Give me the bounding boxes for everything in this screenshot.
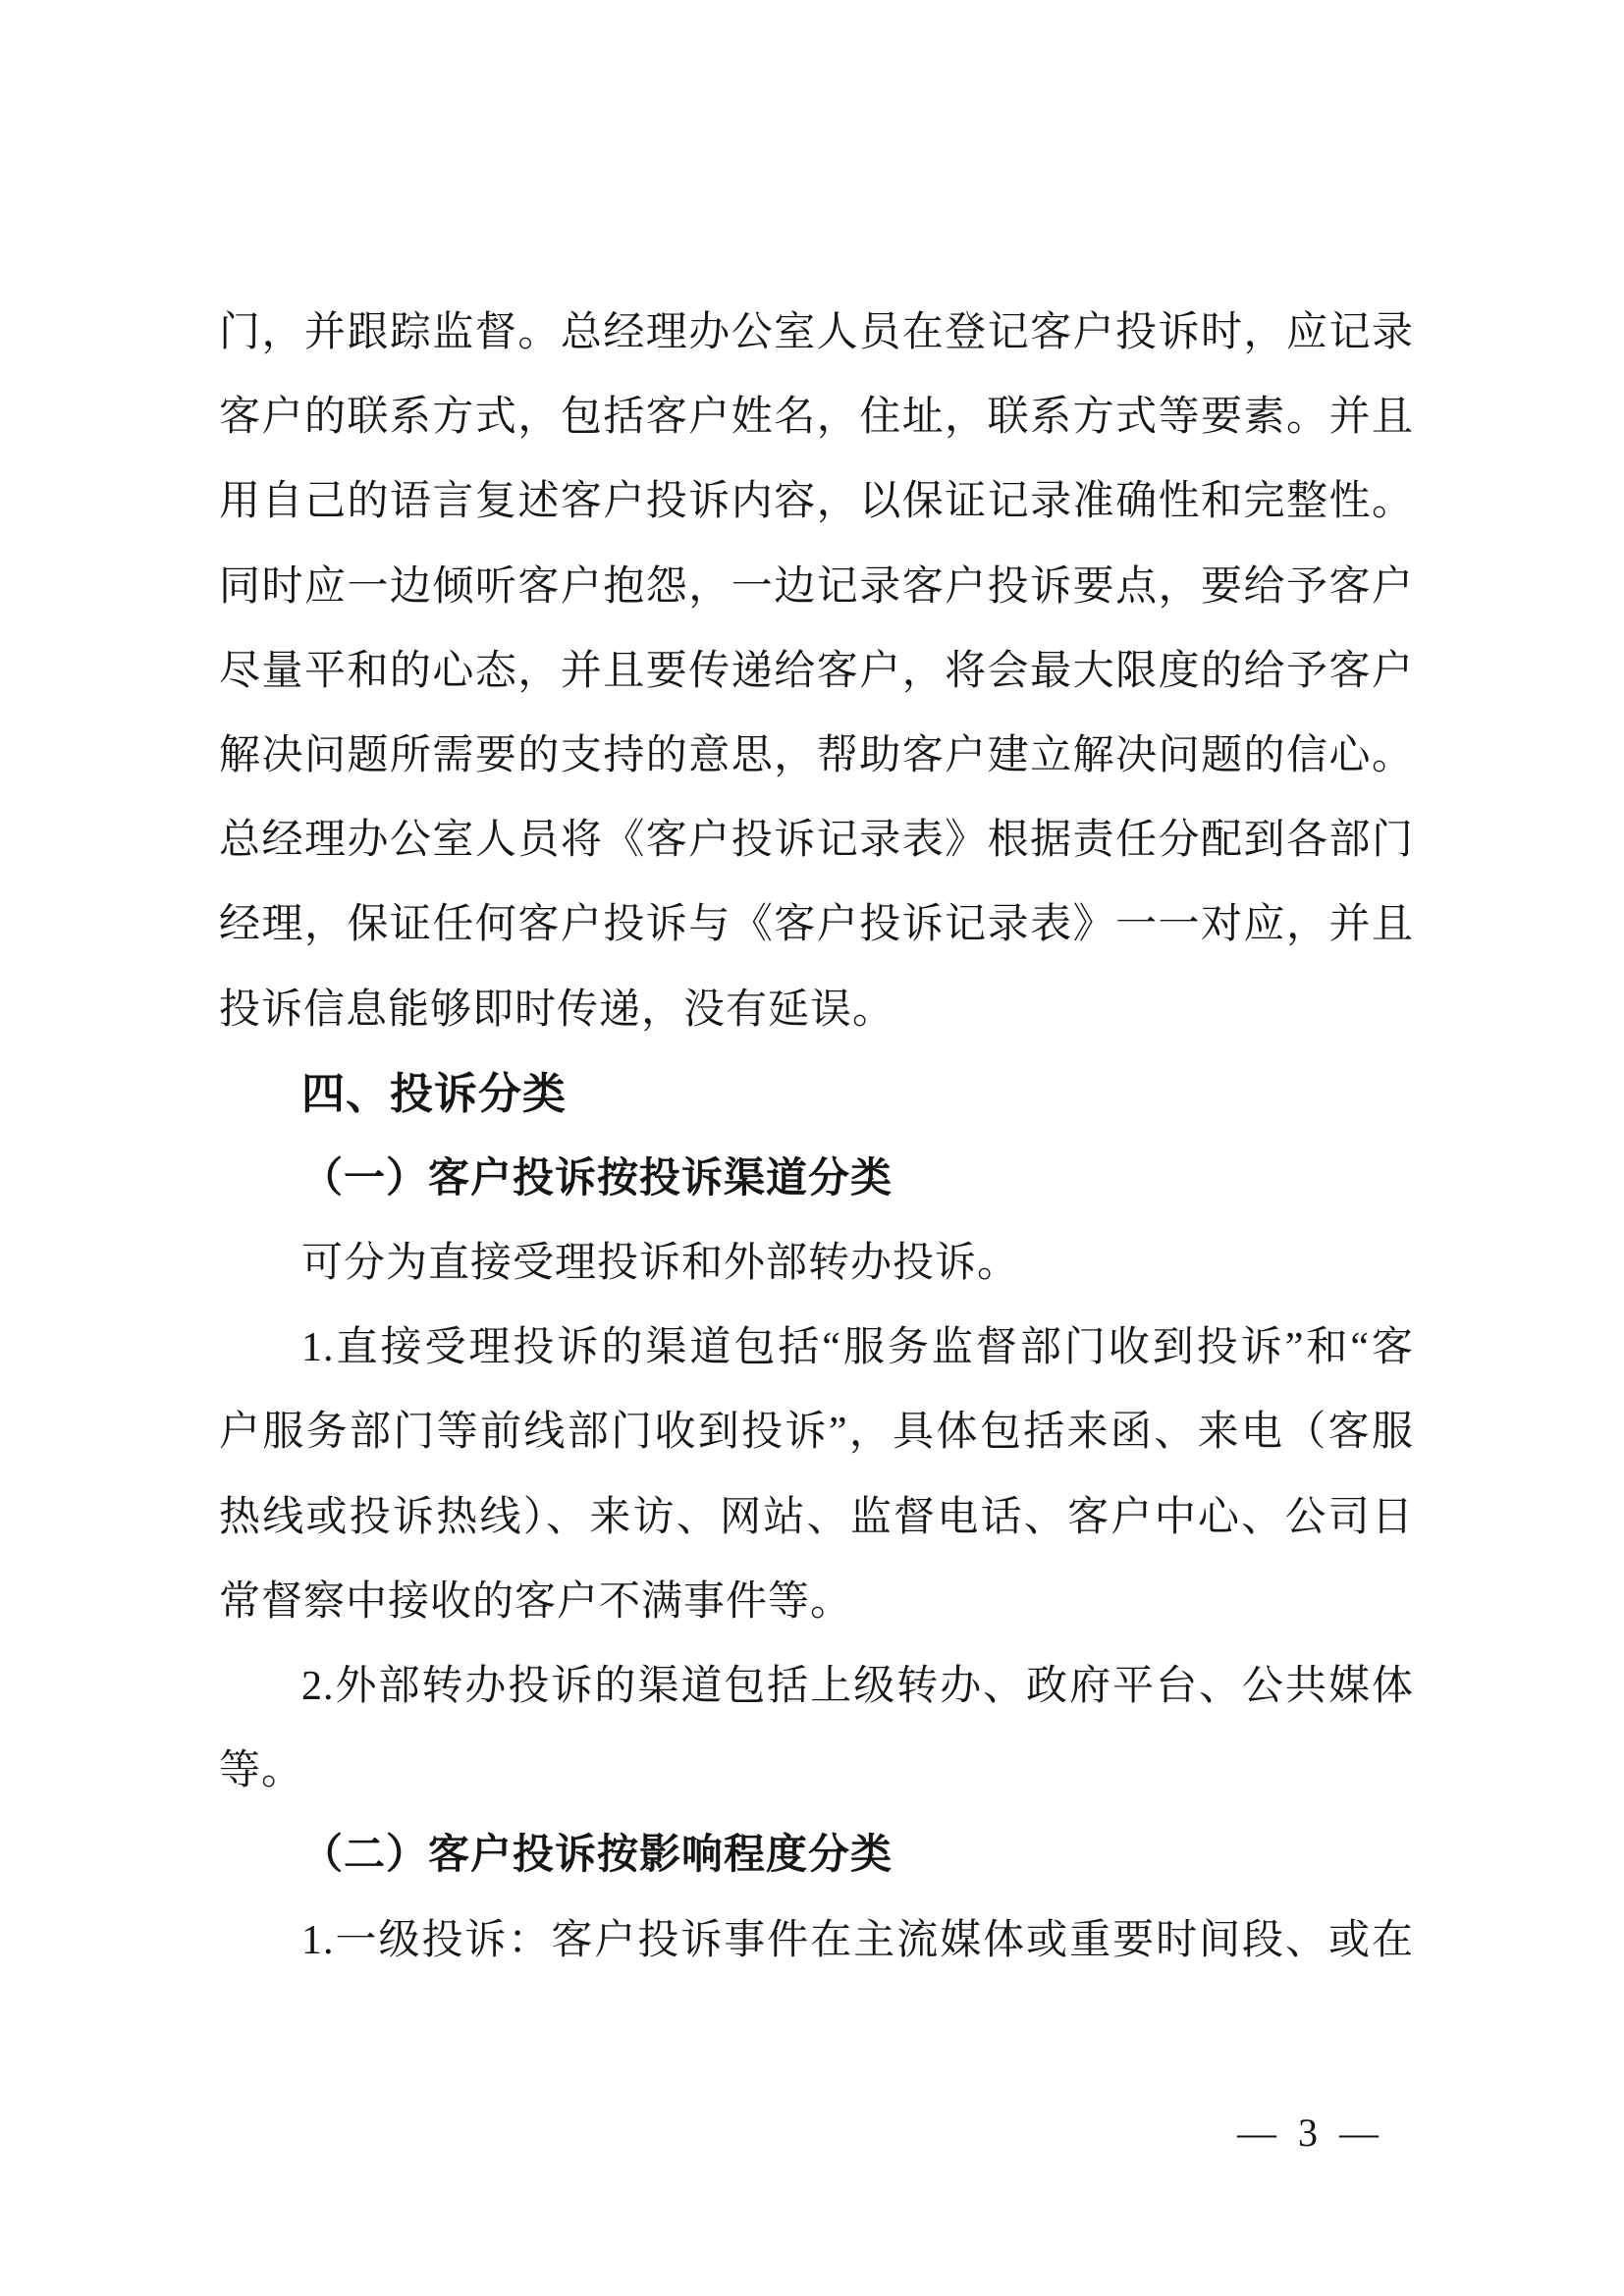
body-line: 户服务部门等前线部门收到投诉”，具体包括来函、来电（客服	[219, 1410, 1414, 1456]
body-line: 客户的联系方式，包括客户姓名，住址，联系方式等要素。并且	[219, 395, 1414, 441]
body-line: 可分为直接受理投诉和外部转办投诉。	[301, 1241, 1020, 1287]
body-line: 经理，保证任何客户投诉与《客户投诉记录表》一一对应，并且	[219, 902, 1414, 948]
body-line: 等。	[219, 1748, 304, 1794]
list-item-line: 1.一级投诉：客户投诉事件在主流媒体或重要时间段、或在	[301, 1917, 1414, 1963]
body-line: 总经理办公室人员将《客户投诉记录表》根据责任分配到各部门	[219, 818, 1414, 864]
subsection-heading: （一）客户投诉按投诉渠道分类	[301, 1155, 893, 1201]
body-line: 用自己的语言复述客户投诉内容，以保证记录准确性和完整性。	[219, 479, 1414, 525]
document-body	[219, 291, 1414, 1983]
body-line: 常督察中接收的客户不满事件等。	[219, 1578, 853, 1625]
body-line: 投诉信息能够即时传递，没有延误。	[219, 987, 895, 1033]
body-line: 解决问题所需要的支持的意思，帮助客户建立解决问题的信心。	[219, 732, 1414, 778]
section-heading: 四、投诉分类	[301, 1069, 567, 1118]
list-item-line: 1.直接受理投诉的渠道包括“服务监督部门收到投诉”和“客	[301, 1325, 1414, 1371]
body-line: 热线或投诉热线）、来访、网站、监督电话、客户中心、公司日	[219, 1494, 1414, 1540]
page-number: — 3 —	[1237, 2110, 1384, 2155]
body-line: 同时应一边倾听客户抱怨，一边记录客户投诉要点，要给予客户	[219, 563, 1414, 610]
list-item-line: 2.外部转办投诉的渠道包括上级转办、政府平台、公共媒体	[301, 1664, 1414, 1709]
body-line: 门，并跟踪监督。总经理办公室人员在登记客户投诉时，应记录	[219, 310, 1414, 355]
body-line: 尽量平和的心态，并且要传递给客户，将会最大限度的给予客户	[219, 648, 1414, 694]
subsection-heading: （二）客户投诉按影响程度分类	[301, 1833, 893, 1879]
